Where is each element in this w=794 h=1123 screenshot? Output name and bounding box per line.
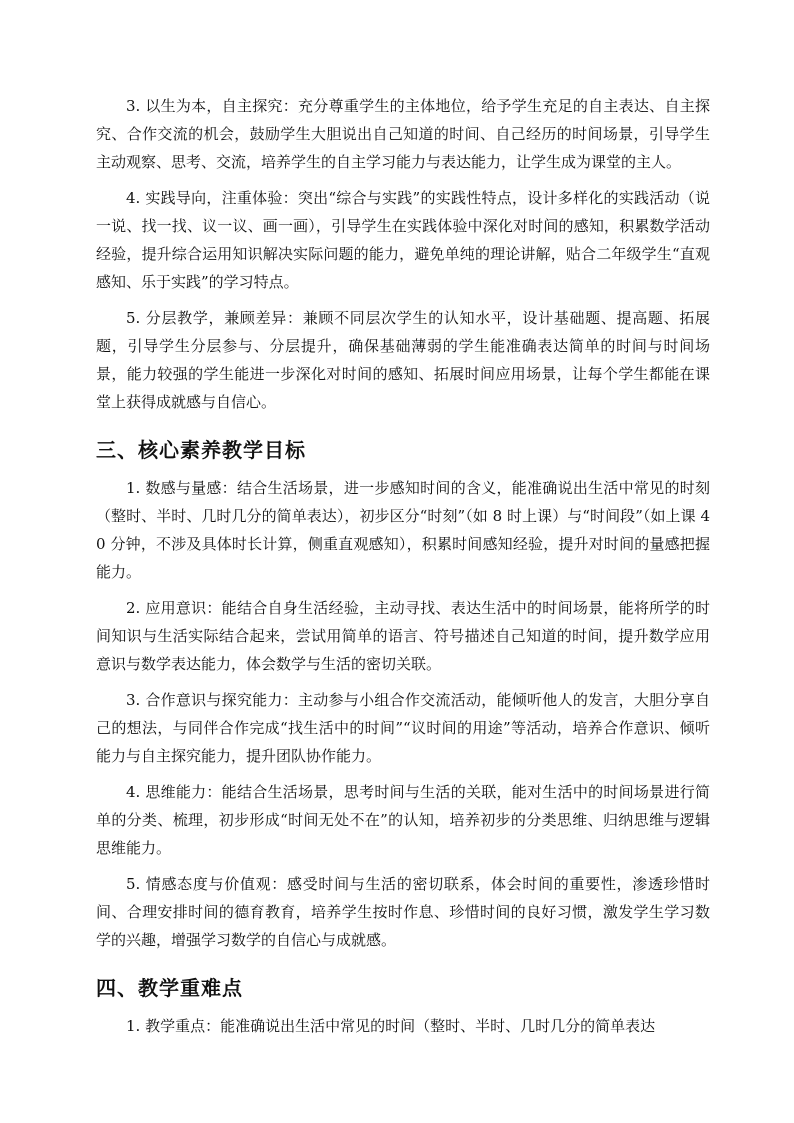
- section-heading-4: 四、教学重难点: [96, 976, 243, 1000]
- paragraph-key-point-1: 1. 教学重点：能准确说出生活中常见的时间（整时、半时、几时几分的简单表达: [126, 1017, 656, 1035]
- intro-section: [96, 92, 710, 416]
- paragraph-goal-3: 3. 合作意识与探究能力：主动参与小组合作交流活动，能倾听他人的发言，大胆分享自己的想法，与同伴合作完成“找生活中的时间”“议时间的用途”等活动，培养合作意识、倾听能力与自主探究能力，提升团队协作能力。: [96, 691, 710, 765]
- paragraph-principle-4: 4. 实践导向，注重体验：突出“综合与实践”的实践性特点，设计多样化的实践活动（说一说、找一找、议一议、画一画），引导学生在实践体验中深化对时间的感知，积累数学活动经验，提升综合运用知识解决实际问题的能力，避免单纯的理论讲解，贴合二年级学生“直观感知、乐于实践”的学习特点。: [96, 189, 710, 291]
- section-core-literacy-goals: [96, 434, 710, 954]
- paragraph-goal-4: 4. 思维能力：能结合生活场景，思考时间与生活的关联，能对生活中的时间场景进行简单的分类、梳理，初步形成“时间无处不在”的认知，培养初步的分类思维、归纳思维与逻辑思维能力。: [96, 783, 710, 857]
- paragraph-goal-1: 1. 数感与量感：结合生活场景，进一步感知时间的含义，能准确说出生活中常见的时刻（整时、半时、几时几分的简单表达），初步区分“时刻”（如 8 时上课）与“时间段”（如上课 40 分钟，不涉及具体时长计算，侧重直观感知），积累时间感知经验，提升对时间的量感把握能力。: [96, 479, 710, 581]
- document-body: [96, 92, 710, 1048]
- paragraph-goal-5: 5. 情感态度与价值观：感受时间与生活的密切联系，体会时间的重要性，渗透珍惜时间、合理安排时间的德育教育，培养学生按时作息、珍惜时间的良好习惯，激发学生学习数学的兴趣，增强学习数学的自信心与成就感。: [96, 875, 710, 949]
- section-key-difficult-points: [96, 972, 710, 1040]
- paragraph-principle-5: 5. 分层教学，兼顾差异：兼顾不同层次学生的认知水平，设计基础题、提高题、拓展题，引导学生分层参与、分层提升，确保基础薄弱的学生能准确表达简单的时间与时间场景，能力较强的学生能进一步深化对时间的感知、拓展时间应用场景，让每个学生都能在课堂上获得成就感与自信心。: [96, 309, 710, 411]
- section-heading-3: 三、核心素养教学目标: [96, 438, 306, 462]
- paragraph-principle-3: 3. 以生为本，自主探究：充分尊重学生的主体地位，给予学生充足的自主表达、自主探究、合作交流的机会，鼓励学生大胆说出自己知道的时间、自己经历的时间场景，引导学生主动观察、思考、交流，培养学生的自主学习能力与表达能力，让学生成为课堂的主人。: [96, 97, 710, 171]
- paragraph-goal-2: 2. 应用意识：能结合自身生活经验，主动寻找、表达生活中的时间场景，能将所学的时间知识与生活实际结合起来，尝试用简单的语言、符号描述自己知道的时间，提升数学应用意识与数学表达能力，体会数学与生活的密切关联。: [96, 599, 710, 673]
